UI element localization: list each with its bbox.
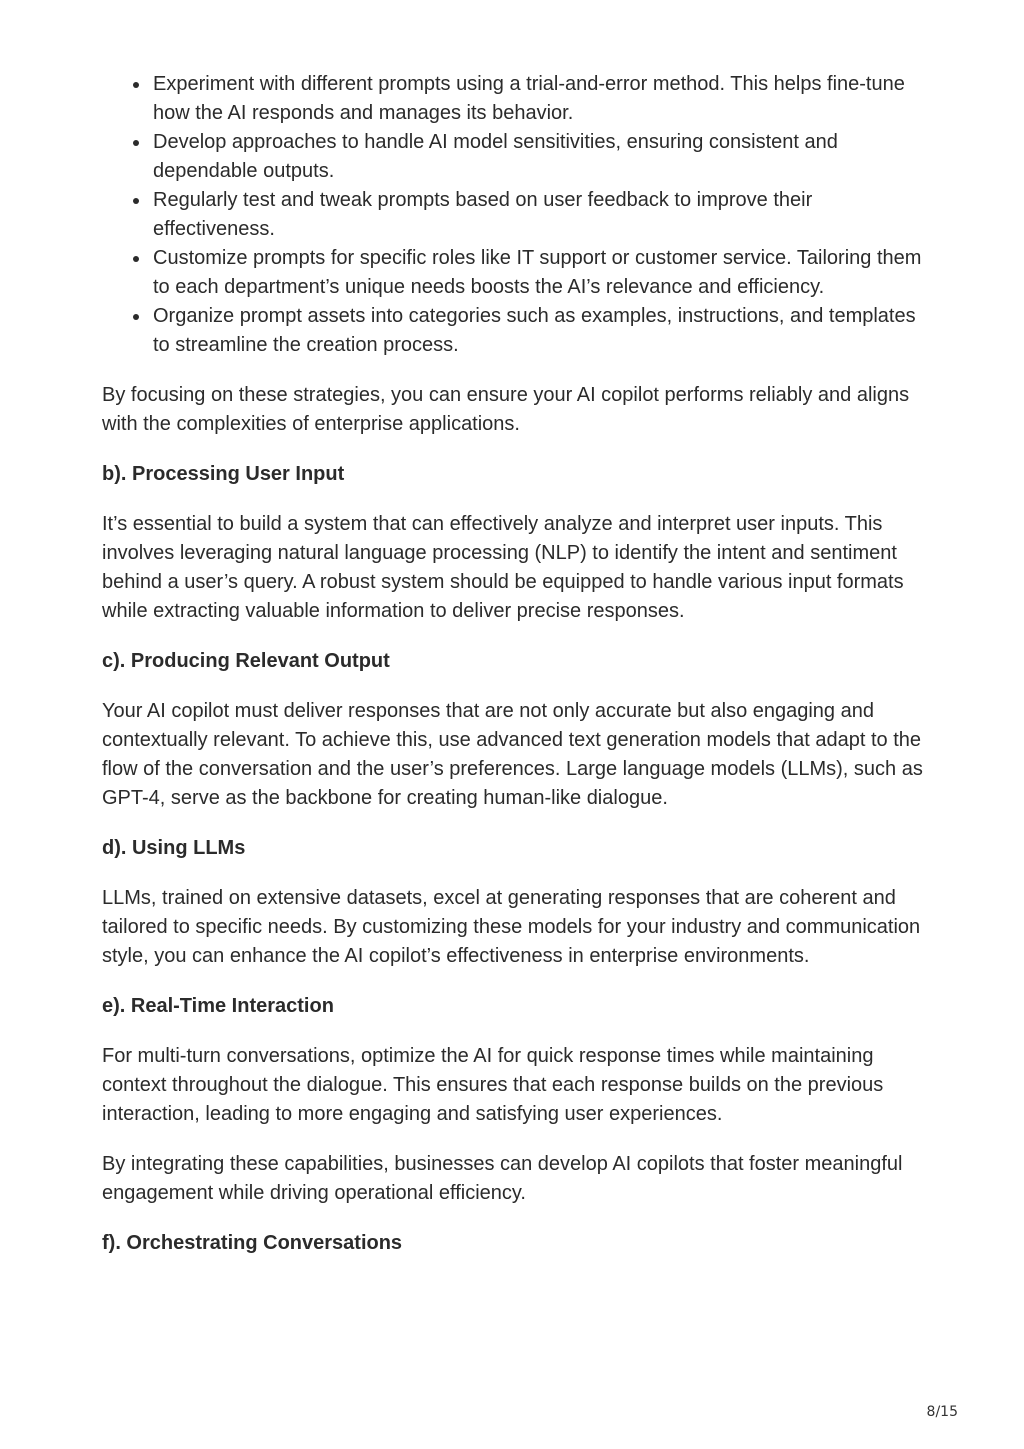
list-item-text: Customize prompts for specific roles like IT support or customer service. Tailoring them to each department’s unique needs boosts the AI’s relevance and efficiency. xyxy=(153,247,922,298)
article-body xyxy=(102,70,932,1258)
bullet-icon xyxy=(133,140,139,146)
list-item xyxy=(102,244,932,302)
list-item-text: Experiment with different prompts using a trial-and-error method. This helps fine-tune how the AI responds and manages its behavior. xyxy=(153,73,905,124)
processing-user-input-paragraph: It’s essential to build a system that can effectively analyze and interpret user inputs. This involves leveraging natural language processing (NLP) to identify the intent and sentiment behind a user’s query. A robust system should be equipped to handle various input formats while extracting valuable information to deliver precise responses. xyxy=(102,513,904,622)
using-llms-paragraph: LLMs, trained on extensive datasets, excel at generating responses that are coherent and tailored to specific needs. By customizing these models for your industry and communication style, you can enhance the AI copilot’s effectiveness in enterprise environments. xyxy=(102,887,921,967)
section-heading-orchestrating-conversations: f). Orchestrating Conversations xyxy=(102,1232,403,1254)
section-heading-processing-user-input: b). Processing User Input xyxy=(102,463,345,485)
section-heading-producing-relevant-output: c). Producing Relevant Output xyxy=(102,650,390,672)
list-item-text: Develop approaches to handle AI model sensitivities, ensuring consistent and dependable outputs. xyxy=(153,131,838,182)
list-item xyxy=(102,128,932,186)
bullet-icon xyxy=(133,314,139,320)
bullet-icon xyxy=(133,82,139,88)
list-item xyxy=(102,186,932,244)
list-item-text: Regularly test and tweak prompts based on user feedback to improve their effectiveness. xyxy=(153,189,813,240)
list-item xyxy=(102,302,932,360)
bullet-icon xyxy=(133,256,139,262)
bullet-icon xyxy=(133,198,139,204)
section-heading-real-time-interaction: e). Real-Time Interaction xyxy=(102,995,334,1017)
real-time-interaction-paragraph: For multi-turn conversations, optimize the AI for quick response times while maintaining context throughout the dialogue. This ensures that each response builds on the previous interaction, leading to more engaging and satisfying user experiences. xyxy=(102,1045,884,1125)
section-heading-using-llms: d). Using LLMs xyxy=(102,837,246,859)
producing-relevant-output-paragraph: Your AI copilot must deliver responses that are not only accurate but also engaging and contextually relevant. To achieve this, use advanced text generation models that adapt to the flow of the conversation and the user’s preferences. Large language models (LLMs), such as GPT-4, serve as the backbone for creating human-like dialogue. xyxy=(102,700,923,809)
list-item xyxy=(102,70,932,128)
page-number: 8/15 xyxy=(926,1404,958,1420)
strategies-conclusion-paragraph: By focusing on these strategies, you can ensure your AI copilot performs reliably and aligns with the complexities of enterprise applications. xyxy=(102,384,910,435)
capabilities-conclusion-paragraph: By integrating these capabilities, businesses can develop AI copilots that foster meaningful engagement while driving operational efficiency. xyxy=(102,1153,903,1204)
strategy-bullet-list xyxy=(102,70,932,360)
list-item-text: Organize prompt assets into categories such as examples, instructions, and templates to streamline the creation process. xyxy=(153,305,916,356)
